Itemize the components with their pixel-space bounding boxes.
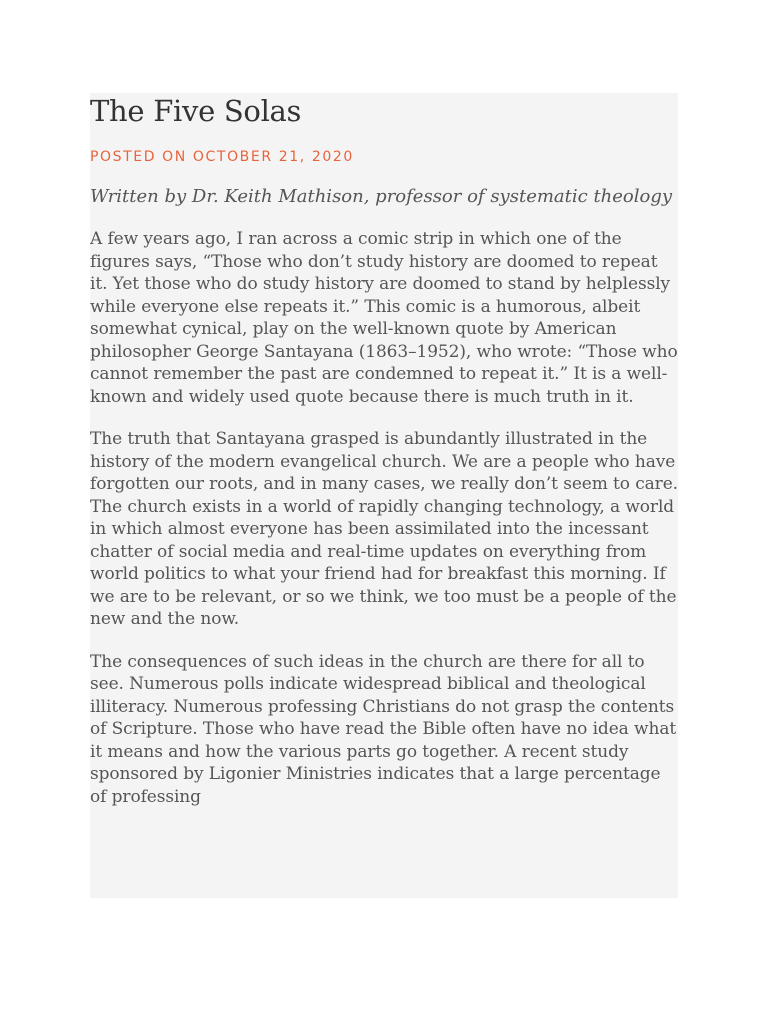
post-date: POSTED ON OCTOBER 21, 2020 xyxy=(90,149,354,165)
article xyxy=(90,93,678,898)
article-paragraph: A few years ago, I ran across a comic strip in which one of the figures says, “Those who don’t study history are doomed to repeat it. Yet those who do study history are doomed to stand by helplessly while everyone else repeats it.” This comic is a humorous, albeit somewhat cynical, play on the well-known quote by American philosopher George Santayana (1863–1952), who wrote: “Those who cannot remember the past are condemned to repeat it.” It is a well-known and widely used quote because there is much truth in it. xyxy=(90,229,678,407)
article-paragraph: The truth that Santayana grasped is abundantly illustrated in the history of the modern evangelical church. We are a people who have forgotten our roots, and in many cases, we really don’t seem to care. The church exists in a world of rapidly changing technology, a world in which almost everyone has been assimilated into the incessant chatter of social media and real-time updates on everything from world politics to what your friend had for breakfast this morning. If we are to be relevant, or so we think, we too must be a people of the new and the now. xyxy=(90,429,678,629)
author-byline: Written by Dr. Keith Mathison, professor of systematic theology xyxy=(90,186,673,207)
article-title: The Five Solas xyxy=(90,94,302,128)
article-paragraph: The consequences of such ideas in the church are there for all to see. Numerous polls indicate widespread biblical and theological illiteracy. Numerous professing Christians do not grasp the contents of Scripture. Those who have read the Bible often have no idea what it means and how the various parts go together. A recent study sponsored by Ligonier Ministries indicates that a large percentage of professing xyxy=(90,651,677,807)
